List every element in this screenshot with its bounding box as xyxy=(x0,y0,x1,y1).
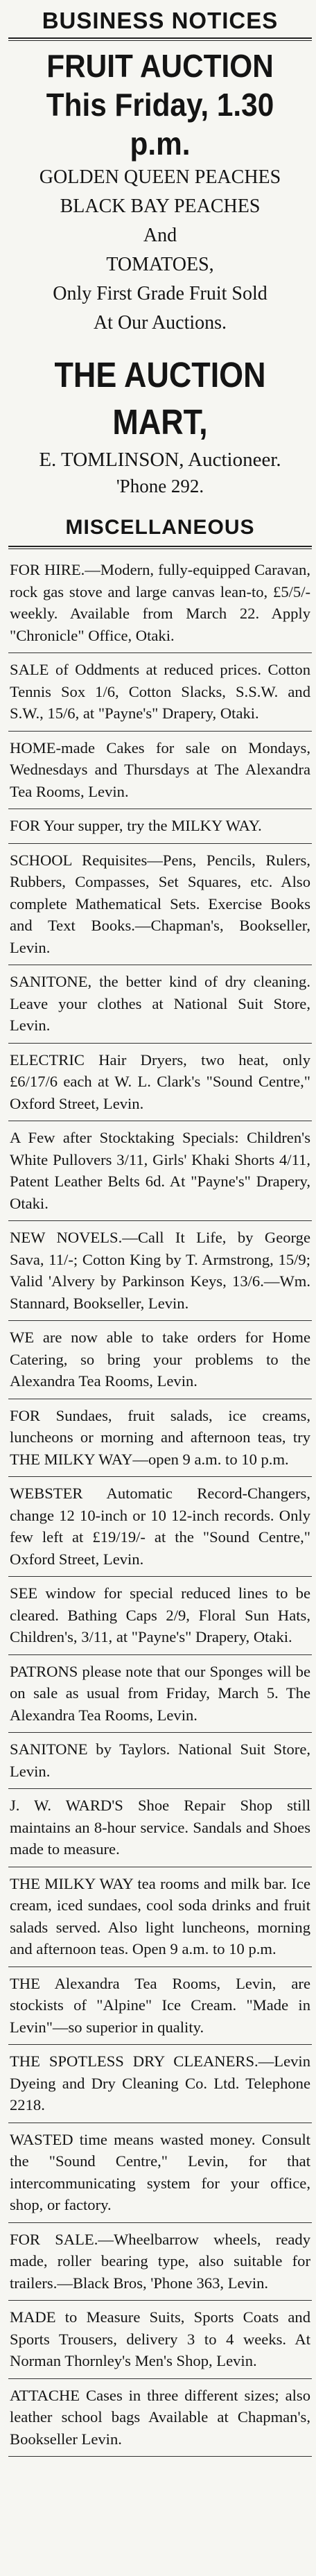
advert-auctioneer: E. TOMLINSON, Auctioneer. xyxy=(39,449,281,471)
notice-item: FOR Sundaes, fruit salads, ice creams, luncheons or morning and afternoon teas, try THE MILKY WAY—open 9 a.m. to 10 p.m. xyxy=(8,1399,312,1478)
notice-item: NEW NOVELS.—Call It Life, by George Sava, 11/-; Cotton King by T. Armstrong, 15/9; Valid 'Alvery by Parkinson Keys, 13/6.—Wm. Stannard, Bookseller, Levin. xyxy=(8,1221,312,1321)
notice-item: THE MILKY WAY tea rooms and milk bar. Ice cream, iced sundaes, cool soda drinks and fruit salads served. Also light luncheons, morning and afternoon teas. Open 9 a.m. to 10 p.m. xyxy=(8,1867,312,1967)
notice-item: SALE of Oddments at reduced prices. Cotton Tennis Sox 1/6, Cotton Slacks, S.S.W. and S.W., 15/6, at "Payne's" Drapery, Otaki. xyxy=(8,653,312,732)
advert-phone: 'Phone 292. xyxy=(116,476,204,496)
notice-item: FOR Your supper, try the MILKY WAY. xyxy=(8,809,312,844)
notice-item: THE Alexandra Tea Rooms, Levin, are stockists of "Alpine" Ice Cream. "Made in Levin"—so superior in quality. xyxy=(8,1967,312,2046)
section-rule xyxy=(8,546,312,549)
notice-item: SEE window for special reduced lines to be cleared. Bathing Caps 2/9, Floral Sun Hats, Children's, 3/11, at "Payne's" Drapery, Otaki. xyxy=(8,1577,312,1655)
advert-line: GOLDEN QUEEN PEACHES xyxy=(39,166,281,188)
notice-item: ATTACHE Cases in three different sizes; also leather school bags Available at Chapman's, Bookseller Levin. xyxy=(8,2379,312,2457)
newspaper-column xyxy=(8,3,312,2457)
fruit-auction-advert xyxy=(8,46,312,499)
notice-item: ELECTRIC Hair Dryers, two heat, only £6/17/6 each at W. L. Clark's "Sound Centre," Oxford Street, Levin. xyxy=(8,1044,312,1122)
advert-line: At Our Auctions. xyxy=(93,312,227,334)
notice-item: WEBSTER Automatic Record-Changers, change 12 10-inch or 10 12-inch records. Only few left at £19/19/- at the "Sound Centre," Oxford Street, Levin. xyxy=(8,1477,312,1577)
advert-time: This Friday, 1.30 p.m. xyxy=(46,87,274,162)
notice-item: WASTED time means wasted money. Consult the "Sound Centre," Levin, for that intercommunicating system for your office, shop, or factory. xyxy=(8,2123,312,2223)
notice-item: THE SPOTLESS DRY CLEANERS.—Levin Dyeing and Dry Cleaning Co. Ltd. Telephone 2218. xyxy=(8,2045,312,2123)
notice-item: A Few after Stocktaking Specials: Children's White Pullovers 3/11, Girls' Khaki Shorts 4/11, Patent Leather Belts 6d. At "Payne's" Drapery, Otaki. xyxy=(8,1121,312,1221)
notice-item: WE are now able to take orders for Home Catering, so bring your problems to the Alexandra Tea Rooms, Levin. xyxy=(8,1321,312,1399)
advert-title: FRUIT AUCTION xyxy=(46,48,274,84)
notice-item: SANITONE by Taylors. National Suit Store, Levin. xyxy=(8,1733,312,1789)
notice-item: MADE to Measure Suits, Sports Coats and Sports Trousers, delivery 3 to 4 weeks. At Norman Thornley's Men's Shop, Levin. xyxy=(8,2301,312,2379)
section-header-miscellaneous: MISCELLANEOUS xyxy=(65,516,255,539)
notices-list xyxy=(8,553,312,2457)
section-header-business: BUSINESS NOTICES xyxy=(42,8,279,33)
advert-line: BLACK BAY PEACHES xyxy=(60,196,261,217)
notice-item: SCHOOL Requisites—Pens, Pencils, Rulers, Rubbers, Compasses, Set Squares, etc. Also complete Mathematical Sets. Exercise Books and Text Books.—Chapman's, Bookseller, Levin. xyxy=(8,844,312,966)
advert-line: Only First Grade Fruit Sold xyxy=(53,283,267,304)
notice-item: J. W. WARD'S Shoe Repair Shop still maintains an 8-hour service. Sandals and Shoes made to measure. xyxy=(8,1789,312,1867)
notice-item: PATRONS please note that our Sponges will be on sale as usual from Friday, March 5. The Alexandra Tea Rooms, Levin. xyxy=(8,1655,312,1734)
notice-item: FOR SALE.—Wheelbarrow wheels, ready made, roller bearing type, also suitable for trailers.—Black Bros, 'Phone 363, Levin. xyxy=(8,2223,312,2301)
advert-line: And xyxy=(143,225,177,246)
advert-line: TOMATOES, xyxy=(106,254,214,275)
advert-firm: THE AUCTION MART, xyxy=(54,355,266,442)
notice-item: SANITONE, the better kind of dry cleaning. Leave your clothes at National Suit Store, Levin. xyxy=(8,965,312,1044)
header-rule xyxy=(8,37,312,41)
notice-item: FOR HIRE.—Modern, fully-equipped Caravan, rock gas stove and large canvas lean-to, £5/5/- weekly. Available from March 22. Apply "Chronicle" Office, Otaki. xyxy=(8,553,312,653)
notice-item: HOME-made Cakes for sale on Mondays, Wednesdays and Thursdays at The Alexandra Tea Rooms, Levin. xyxy=(8,732,312,810)
